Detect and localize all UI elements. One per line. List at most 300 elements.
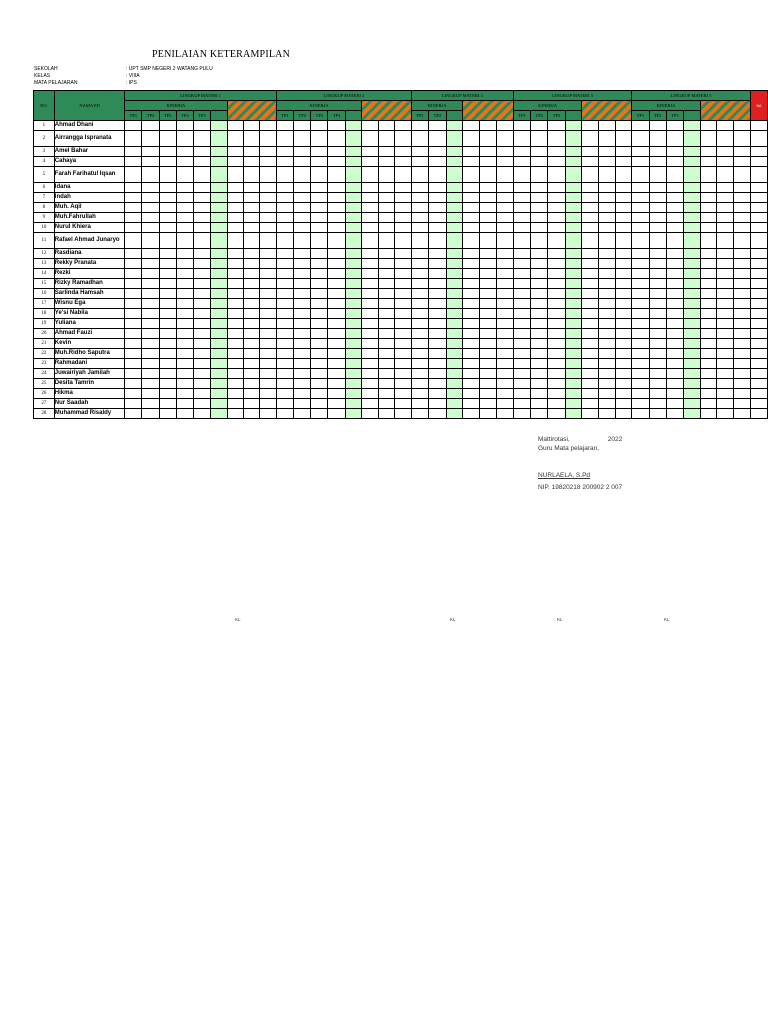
score-cell[interactable] (548, 389, 565, 399)
score-cell[interactable] (632, 289, 649, 299)
final-cell[interactable] (750, 329, 767, 339)
summary-cell[interactable] (615, 249, 632, 259)
score-cell[interactable] (345, 329, 362, 339)
score-cell[interactable] (666, 157, 683, 167)
summary-cell[interactable] (480, 147, 497, 157)
score-cell[interactable] (125, 259, 142, 269)
score-cell[interactable] (531, 147, 548, 157)
score-cell[interactable] (311, 183, 328, 193)
summary-cell[interactable] (362, 339, 379, 349)
summary-cell[interactable] (227, 203, 243, 213)
score-cell[interactable] (429, 259, 446, 269)
summary-cell[interactable] (395, 339, 412, 349)
score-cell[interactable] (345, 319, 362, 329)
score-cell[interactable] (328, 249, 345, 259)
score-cell[interactable] (548, 203, 565, 213)
score-cell[interactable] (548, 259, 565, 269)
summary-cell[interactable] (497, 183, 514, 193)
score-cell[interactable] (345, 193, 362, 203)
score-cell[interactable] (632, 389, 649, 399)
score-cell[interactable] (311, 299, 328, 309)
summary-cell[interactable] (227, 319, 243, 329)
score-cell[interactable] (125, 213, 142, 223)
summary-cell[interactable] (615, 339, 632, 349)
summary-cell[interactable] (734, 249, 751, 259)
score-cell[interactable] (193, 121, 210, 131)
summary-cell[interactable] (480, 193, 497, 203)
score-cell[interactable] (125, 269, 142, 279)
summary-cell[interactable] (582, 157, 599, 167)
score-cell[interactable] (211, 167, 227, 183)
summary-cell[interactable] (700, 131, 717, 147)
summary-cell[interactable] (717, 359, 734, 369)
score-cell[interactable] (211, 157, 227, 167)
summary-cell[interactable] (378, 167, 395, 183)
score-cell[interactable] (531, 349, 548, 359)
score-cell[interactable] (311, 359, 328, 369)
score-cell[interactable] (294, 269, 311, 279)
final-cell[interactable] (750, 309, 767, 319)
score-cell[interactable] (565, 233, 582, 249)
score-cell[interactable] (211, 121, 227, 131)
score-cell[interactable] (684, 157, 701, 167)
score-cell[interactable] (684, 389, 701, 399)
summary-cell[interactable] (700, 279, 717, 289)
summary-cell[interactable] (734, 183, 751, 193)
score-cell[interactable] (276, 309, 293, 319)
summary-cell[interactable] (463, 379, 480, 389)
summary-cell[interactable] (244, 339, 260, 349)
score-cell[interactable] (446, 309, 463, 319)
summary-cell[interactable] (227, 299, 243, 309)
summary-cell[interactable] (480, 389, 497, 399)
summary-cell[interactable] (227, 249, 243, 259)
score-cell[interactable] (294, 279, 311, 289)
summary-cell[interactable] (717, 379, 734, 389)
score-cell[interactable] (193, 131, 210, 147)
score-cell[interactable] (684, 349, 701, 359)
score-cell[interactable] (311, 279, 328, 289)
score-cell[interactable] (328, 259, 345, 269)
summary-cell[interactable] (260, 409, 276, 419)
score-cell[interactable] (193, 259, 210, 269)
score-cell[interactable] (548, 121, 565, 131)
summary-cell[interactable] (463, 389, 480, 399)
summary-cell[interactable] (480, 259, 497, 269)
summary-cell[interactable] (395, 279, 412, 289)
summary-cell[interactable] (497, 319, 514, 329)
final-cell[interactable] (750, 349, 767, 359)
summary-cell[interactable] (260, 213, 276, 223)
score-cell[interactable] (446, 249, 463, 259)
summary-cell[interactable] (717, 147, 734, 157)
final-cell[interactable] (750, 203, 767, 213)
score-cell[interactable] (193, 339, 210, 349)
score-cell[interactable] (429, 329, 446, 339)
final-cell[interactable] (750, 409, 767, 419)
score-cell[interactable] (193, 167, 210, 183)
score-cell[interactable] (429, 339, 446, 349)
summary-cell[interactable] (582, 339, 599, 349)
score-cell[interactable] (446, 213, 463, 223)
summary-cell[interactable] (598, 249, 615, 259)
score-cell[interactable] (176, 213, 193, 223)
score-cell[interactable] (211, 339, 227, 349)
summary-cell[interactable] (378, 249, 395, 259)
summary-cell[interactable] (615, 193, 632, 203)
score-cell[interactable] (684, 223, 701, 233)
score-cell[interactable] (565, 121, 582, 131)
score-cell[interactable] (176, 259, 193, 269)
score-cell[interactable] (159, 369, 176, 379)
score-cell[interactable] (411, 213, 428, 223)
summary-cell[interactable] (362, 409, 379, 419)
summary-cell[interactable] (734, 409, 751, 419)
summary-cell[interactable] (362, 131, 379, 147)
score-cell[interactable] (193, 349, 210, 359)
score-cell[interactable] (345, 223, 362, 233)
score-cell[interactable] (311, 147, 328, 157)
summary-cell[interactable] (480, 279, 497, 289)
summary-cell[interactable] (615, 349, 632, 359)
final-cell[interactable] (750, 147, 767, 157)
summary-cell[interactable] (463, 157, 480, 167)
score-cell[interactable] (311, 329, 328, 339)
score-cell[interactable] (159, 389, 176, 399)
summary-cell[interactable] (615, 399, 632, 409)
summary-cell[interactable] (700, 289, 717, 299)
summary-cell[interactable] (497, 279, 514, 289)
summary-cell[interactable] (378, 409, 395, 419)
score-cell[interactable] (632, 167, 649, 183)
summary-cell[interactable] (734, 389, 751, 399)
score-cell[interactable] (565, 319, 582, 329)
score-cell[interactable] (411, 269, 428, 279)
score-cell[interactable] (513, 203, 530, 213)
score-cell[interactable] (666, 213, 683, 223)
summary-cell[interactable] (463, 223, 480, 233)
summary-cell[interactable] (497, 147, 514, 157)
score-cell[interactable] (632, 369, 649, 379)
score-cell[interactable] (565, 339, 582, 349)
summary-cell[interactable] (260, 269, 276, 279)
score-cell[interactable] (345, 259, 362, 269)
score-cell[interactable] (345, 203, 362, 213)
summary-cell[interactable] (260, 339, 276, 349)
score-cell[interactable] (159, 289, 176, 299)
summary-cell[interactable] (700, 349, 717, 359)
score-cell[interactable] (548, 289, 565, 299)
summary-cell[interactable] (480, 359, 497, 369)
score-cell[interactable] (429, 309, 446, 319)
score-cell[interactable] (328, 369, 345, 379)
summary-cell[interactable] (734, 329, 751, 339)
score-cell[interactable] (159, 279, 176, 289)
score-cell[interactable] (345, 299, 362, 309)
summary-cell[interactable] (260, 193, 276, 203)
summary-cell[interactable] (378, 369, 395, 379)
score-cell[interactable] (142, 213, 159, 223)
score-cell[interactable] (411, 167, 428, 183)
summary-cell[interactable] (717, 329, 734, 339)
summary-cell[interactable] (362, 233, 379, 249)
score-cell[interactable] (565, 147, 582, 157)
score-cell[interactable] (276, 157, 293, 167)
summary-cell[interactable] (717, 203, 734, 213)
summary-cell[interactable] (598, 121, 615, 131)
score-cell[interactable] (176, 203, 193, 213)
score-cell[interactable] (565, 309, 582, 319)
score-cell[interactable] (142, 289, 159, 299)
score-cell[interactable] (159, 183, 176, 193)
final-cell[interactable] (750, 167, 767, 183)
summary-cell[interactable] (395, 193, 412, 203)
score-cell[interactable] (632, 259, 649, 269)
summary-cell[interactable] (582, 309, 599, 319)
score-cell[interactable] (429, 167, 446, 183)
score-cell[interactable] (666, 399, 683, 409)
score-cell[interactable] (429, 131, 446, 147)
score-cell[interactable] (565, 359, 582, 369)
score-cell[interactable] (211, 259, 227, 269)
score-cell[interactable] (666, 339, 683, 349)
score-cell[interactable] (548, 299, 565, 309)
score-cell[interactable] (159, 167, 176, 183)
score-cell[interactable] (548, 329, 565, 339)
score-cell[interactable] (311, 289, 328, 299)
score-cell[interactable] (548, 223, 565, 233)
score-cell[interactable] (632, 409, 649, 419)
score-cell[interactable] (311, 167, 328, 183)
score-cell[interactable] (211, 269, 227, 279)
score-cell[interactable] (684, 409, 701, 419)
summary-cell[interactable] (227, 157, 243, 167)
score-cell[interactable] (513, 309, 530, 319)
score-cell[interactable] (548, 269, 565, 279)
score-cell[interactable] (666, 233, 683, 249)
score-cell[interactable] (513, 289, 530, 299)
summary-cell[interactable] (244, 213, 260, 223)
score-cell[interactable] (684, 319, 701, 329)
score-cell[interactable] (531, 121, 548, 131)
score-cell[interactable] (176, 121, 193, 131)
summary-cell[interactable] (582, 183, 599, 193)
score-cell[interactable] (159, 269, 176, 279)
score-cell[interactable] (411, 409, 428, 419)
summary-cell[interactable] (463, 213, 480, 223)
score-cell[interactable] (649, 349, 666, 359)
summary-cell[interactable] (598, 213, 615, 223)
score-cell[interactable] (211, 193, 227, 203)
score-cell[interactable] (513, 147, 530, 157)
score-cell[interactable] (176, 157, 193, 167)
summary-cell[interactable] (582, 233, 599, 249)
score-cell[interactable] (125, 183, 142, 193)
summary-cell[interactable] (734, 167, 751, 183)
score-cell[interactable] (176, 147, 193, 157)
summary-cell[interactable] (244, 147, 260, 157)
score-cell[interactable] (276, 259, 293, 269)
summary-cell[interactable] (582, 349, 599, 359)
score-cell[interactable] (211, 203, 227, 213)
score-cell[interactable] (142, 157, 159, 167)
score-cell[interactable] (294, 309, 311, 319)
score-cell[interactable] (276, 369, 293, 379)
final-cell[interactable] (750, 259, 767, 269)
score-cell[interactable] (513, 157, 530, 167)
score-cell[interactable] (276, 359, 293, 369)
summary-cell[interactable] (378, 121, 395, 131)
summary-cell[interactable] (362, 269, 379, 279)
score-cell[interactable] (411, 131, 428, 147)
score-cell[interactable] (193, 203, 210, 213)
score-cell[interactable] (276, 279, 293, 289)
score-cell[interactable] (328, 329, 345, 339)
score-cell[interactable] (565, 299, 582, 309)
summary-cell[interactable] (615, 233, 632, 249)
score-cell[interactable] (276, 249, 293, 259)
score-cell[interactable] (142, 299, 159, 309)
score-cell[interactable] (684, 131, 701, 147)
summary-cell[interactable] (700, 203, 717, 213)
score-cell[interactable] (176, 233, 193, 249)
score-cell[interactable] (446, 167, 463, 183)
score-cell[interactable] (446, 399, 463, 409)
summary-cell[interactable] (497, 309, 514, 319)
score-cell[interactable] (125, 167, 142, 183)
summary-cell[interactable] (362, 193, 379, 203)
summary-cell[interactable] (615, 167, 632, 183)
score-cell[interactable] (446, 369, 463, 379)
score-cell[interactable] (565, 131, 582, 147)
score-cell[interactable] (125, 299, 142, 309)
summary-cell[interactable] (598, 389, 615, 399)
score-cell[interactable] (294, 233, 311, 249)
summary-cell[interactable] (598, 147, 615, 157)
score-cell[interactable] (311, 157, 328, 167)
summary-cell[interactable] (582, 131, 599, 147)
score-cell[interactable] (684, 299, 701, 309)
score-cell[interactable] (513, 259, 530, 269)
summary-cell[interactable] (244, 183, 260, 193)
score-cell[interactable] (193, 269, 210, 279)
score-cell[interactable] (345, 269, 362, 279)
summary-cell[interactable] (463, 309, 480, 319)
score-cell[interactable] (411, 359, 428, 369)
score-cell[interactable] (176, 339, 193, 349)
score-cell[interactable] (684, 259, 701, 269)
score-cell[interactable] (565, 167, 582, 183)
score-cell[interactable] (548, 193, 565, 203)
score-cell[interactable] (125, 157, 142, 167)
score-cell[interactable] (684, 147, 701, 157)
score-cell[interactable] (548, 409, 565, 419)
summary-cell[interactable] (497, 167, 514, 183)
summary-cell[interactable] (480, 167, 497, 183)
score-cell[interactable] (276, 339, 293, 349)
score-cell[interactable] (548, 399, 565, 409)
summary-cell[interactable] (362, 359, 379, 369)
summary-cell[interactable] (378, 193, 395, 203)
summary-cell[interactable] (244, 309, 260, 319)
score-cell[interactable] (513, 299, 530, 309)
score-cell[interactable] (176, 389, 193, 399)
score-cell[interactable] (294, 249, 311, 259)
score-cell[interactable] (684, 269, 701, 279)
summary-cell[interactable] (700, 167, 717, 183)
score-cell[interactable] (211, 399, 227, 409)
score-cell[interactable] (176, 193, 193, 203)
summary-cell[interactable] (582, 399, 599, 409)
summary-cell[interactable] (244, 233, 260, 249)
score-cell[interactable] (446, 379, 463, 389)
score-cell[interactable] (294, 359, 311, 369)
score-cell[interactable] (565, 409, 582, 419)
summary-cell[interactable] (717, 399, 734, 409)
score-cell[interactable] (632, 131, 649, 147)
summary-cell[interactable] (700, 379, 717, 389)
score-cell[interactable] (649, 213, 666, 223)
summary-cell[interactable] (734, 289, 751, 299)
summary-cell[interactable] (244, 369, 260, 379)
summary-cell[interactable] (395, 167, 412, 183)
summary-cell[interactable] (497, 339, 514, 349)
score-cell[interactable] (548, 319, 565, 329)
score-cell[interactable] (328, 269, 345, 279)
summary-cell[interactable] (260, 121, 276, 131)
summary-cell[interactable] (615, 299, 632, 309)
score-cell[interactable] (159, 157, 176, 167)
score-cell[interactable] (311, 319, 328, 329)
score-cell[interactable] (411, 349, 428, 359)
summary-cell[interactable] (463, 131, 480, 147)
score-cell[interactable] (429, 359, 446, 369)
score-cell[interactable] (142, 309, 159, 319)
summary-cell[interactable] (700, 121, 717, 131)
summary-cell[interactable] (463, 203, 480, 213)
score-cell[interactable] (684, 289, 701, 299)
score-cell[interactable] (429, 233, 446, 249)
score-cell[interactable] (565, 389, 582, 399)
summary-cell[interactable] (700, 399, 717, 409)
score-cell[interactable] (513, 349, 530, 359)
summary-cell[interactable] (480, 121, 497, 131)
score-cell[interactable] (632, 279, 649, 289)
score-cell[interactable] (548, 339, 565, 349)
summary-cell[interactable] (463, 339, 480, 349)
score-cell[interactable] (531, 289, 548, 299)
score-cell[interactable] (411, 339, 428, 349)
summary-cell[interactable] (395, 289, 412, 299)
summary-cell[interactable] (362, 329, 379, 339)
score-cell[interactable] (176, 309, 193, 319)
score-cell[interactable] (328, 157, 345, 167)
summary-cell[interactable] (734, 379, 751, 389)
summary-cell[interactable] (582, 389, 599, 399)
score-cell[interactable] (649, 223, 666, 233)
summary-cell[interactable] (480, 157, 497, 167)
score-cell[interactable] (176, 399, 193, 409)
score-cell[interactable] (311, 309, 328, 319)
summary-cell[interactable] (497, 379, 514, 389)
summary-cell[interactable] (480, 399, 497, 409)
score-cell[interactable] (294, 203, 311, 213)
summary-cell[interactable] (244, 157, 260, 167)
summary-cell[interactable] (260, 399, 276, 409)
summary-cell[interactable] (244, 279, 260, 289)
score-cell[interactable] (276, 379, 293, 389)
final-cell[interactable] (750, 369, 767, 379)
